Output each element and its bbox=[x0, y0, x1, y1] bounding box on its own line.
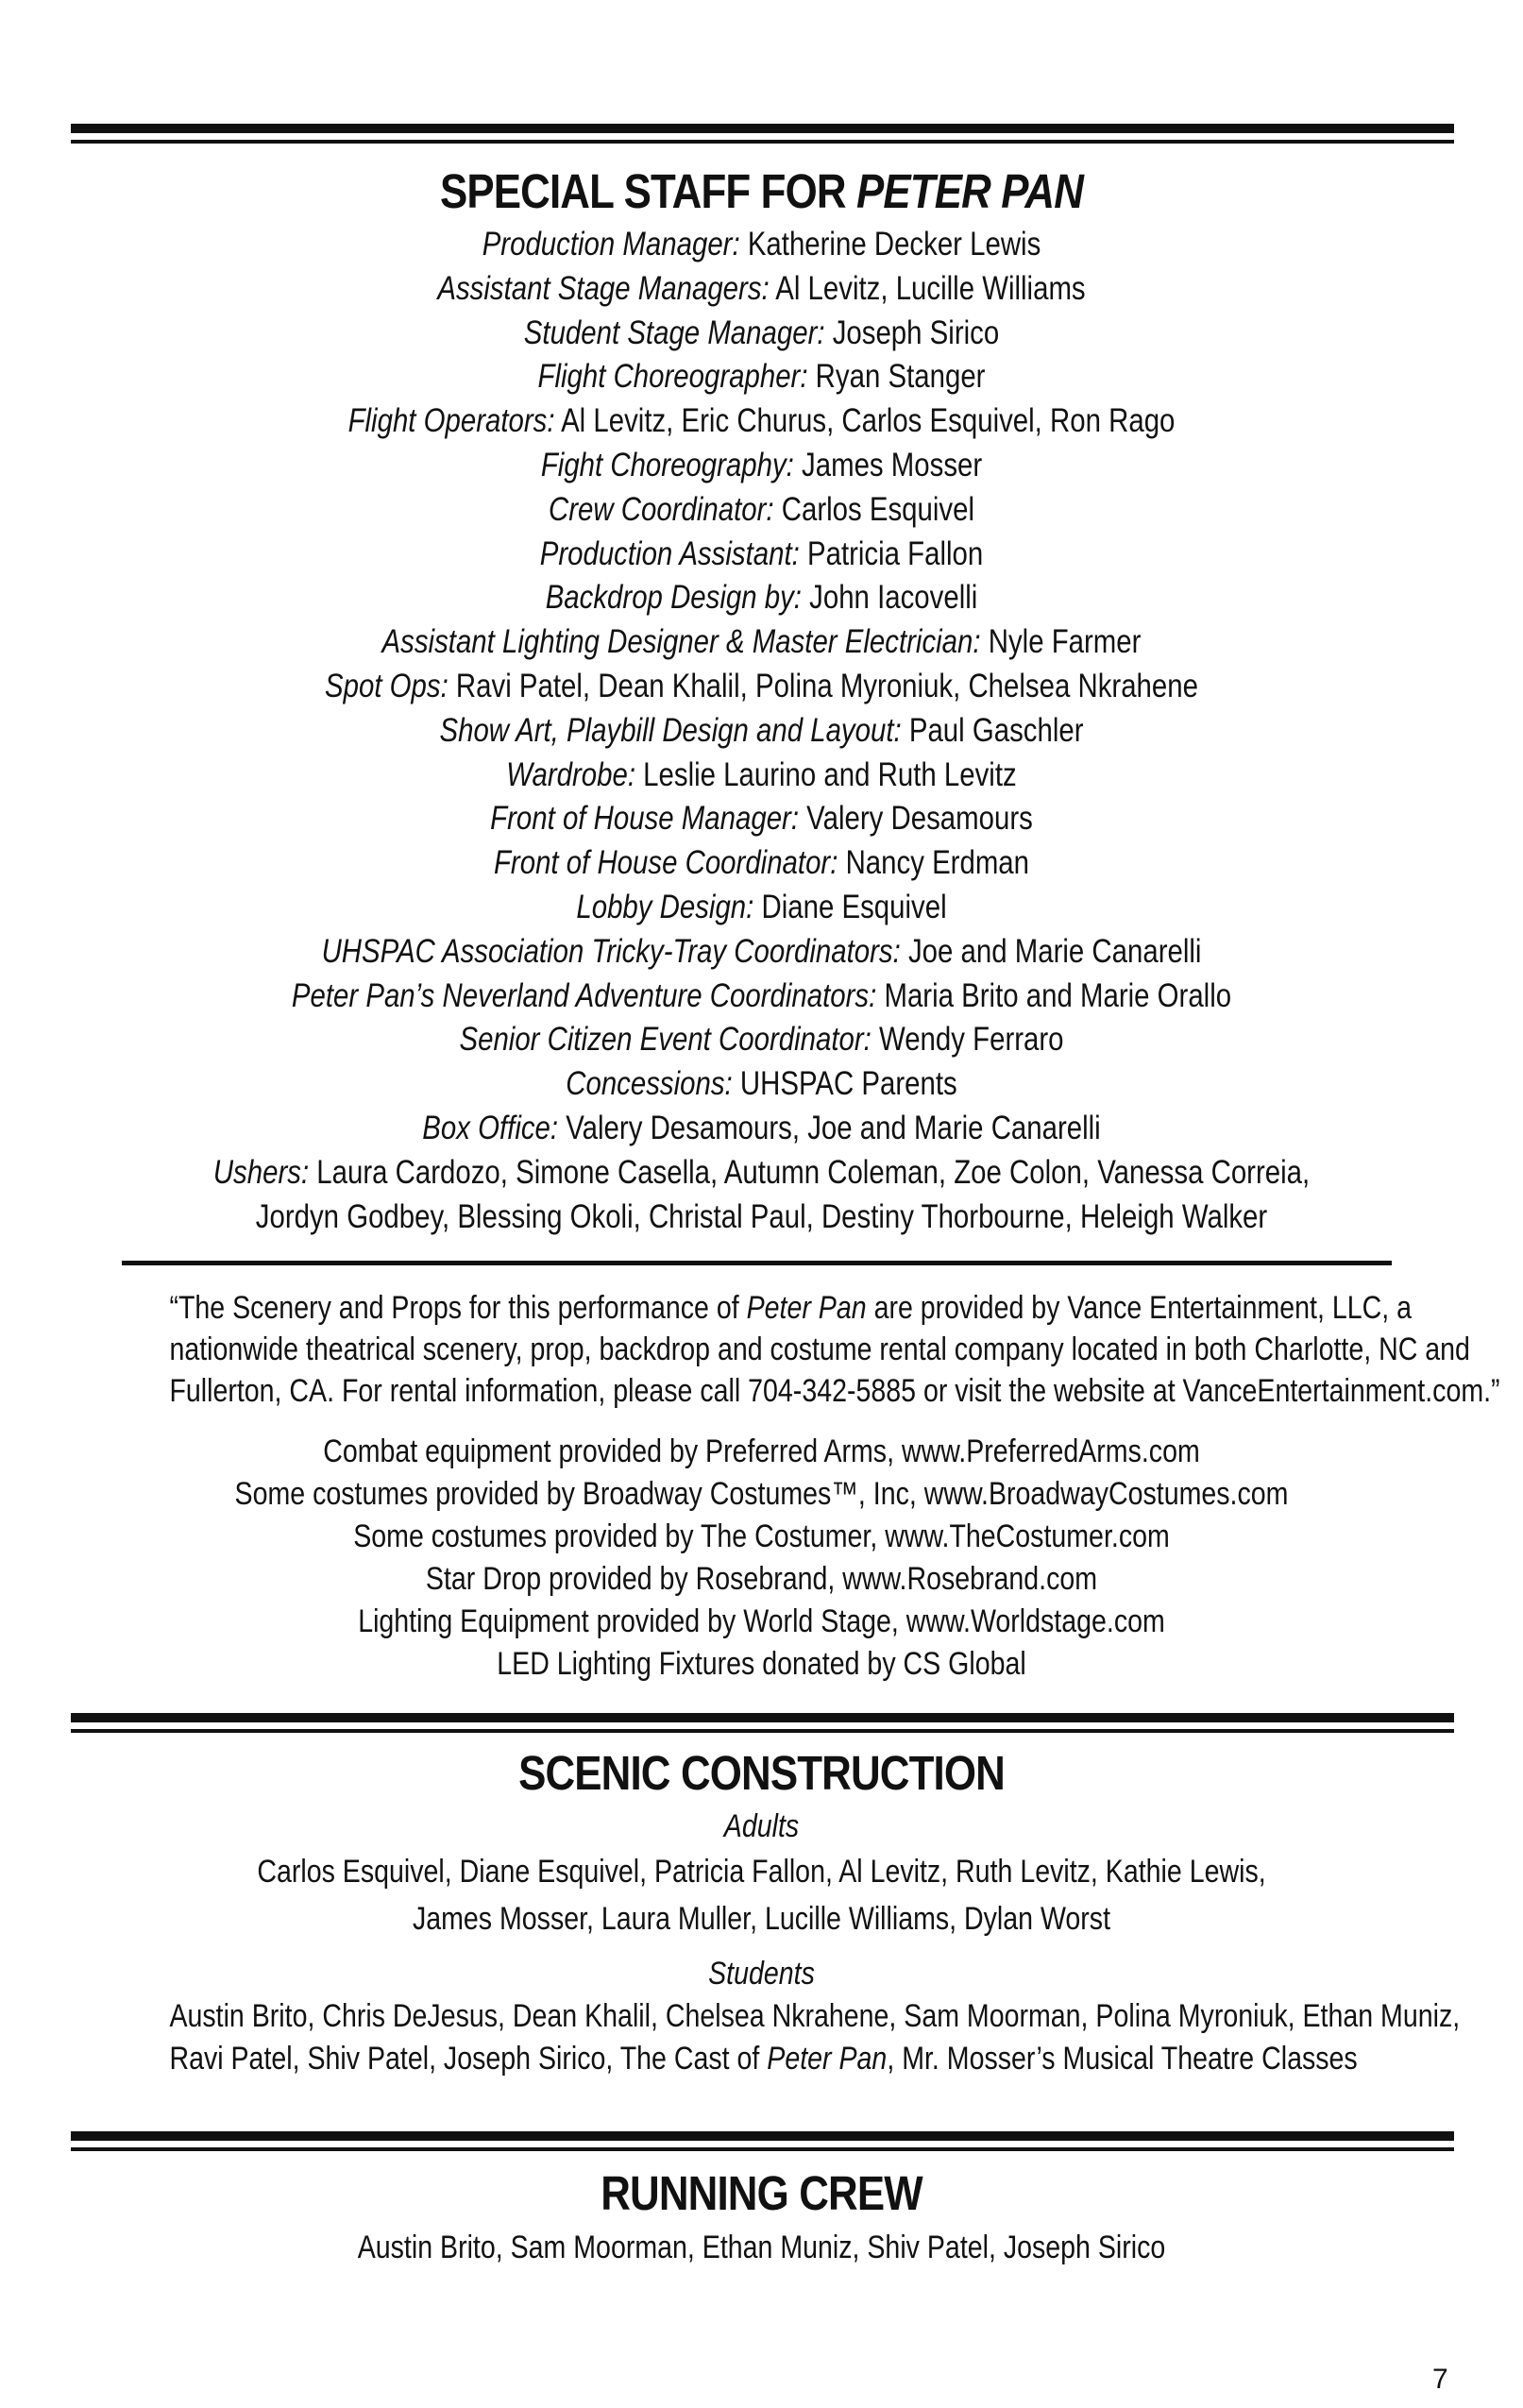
provider-line: Combat equipment provided by Preferred Arms, www.PreferredArms.com bbox=[323, 1433, 1200, 1469]
credit-role: Backdrop Design by: bbox=[545, 579, 802, 617]
notice-line-2: nationwide theatrical scenery, prop, backdrop and costume rental company located in both Charlotte, NC and bbox=[169, 1331, 1470, 1367]
credit-names: Ravi Patel, Dean Khalil, Polina Myroniuk, Chelsea Nkrahene bbox=[455, 667, 1198, 704]
credit-names: Diane Esquivel bbox=[761, 888, 947, 925]
credit-role: Wardrobe: bbox=[506, 755, 636, 793]
credit-role: Spot Ops: bbox=[325, 667, 448, 704]
credit-line bbox=[169, 1151, 1353, 1196]
credit-names: James Mosser bbox=[802, 446, 983, 483]
credit-names: Joseph Sirico bbox=[832, 314, 1000, 351]
credit-role: Fight Choreography: bbox=[540, 446, 794, 483]
credit-line bbox=[169, 267, 1353, 312]
credit-names: Wendy Ferraro bbox=[878, 1021, 1064, 1059]
credit-line bbox=[169, 886, 1353, 930]
credit-role: Assistant Lighting Designer & Master Electrician: bbox=[381, 623, 981, 661]
section-divider bbox=[122, 1261, 1392, 1265]
vance-notice bbox=[57, 1287, 1500, 1412]
credit-line bbox=[169, 1196, 1353, 1240]
running-crew-double-rule bbox=[71, 2131, 1454, 2151]
scenic-double-rule bbox=[71, 1713, 1454, 1733]
students-line-1: Austin Brito, Chris DeJesus, Dean Khalil, Chelsea Nkrahene, Sam Moorman, Polina Myroniuk, Ethan Muniz, bbox=[169, 1998, 1461, 2034]
credit-role: Front of House Manager: bbox=[490, 800, 800, 838]
credit-line bbox=[169, 444, 1353, 488]
credit-role: Assistant Stage Managers: bbox=[437, 269, 770, 307]
credit-names: Nyle Farmer bbox=[988, 623, 1142, 661]
credit-role: Student Stage Manager: bbox=[523, 314, 825, 351]
credit-line bbox=[169, 399, 1353, 444]
running-crew-section bbox=[57, 2162, 1466, 2269]
credit-line bbox=[169, 312, 1353, 356]
credit-role: Flight Choreographer: bbox=[537, 358, 808, 396]
provider-line: Lighting Equipment provided by World Stage, www.Worldstage.com bbox=[358, 1603, 1165, 1639]
adults-label: Adults bbox=[723, 1808, 800, 1844]
scenic-construction-section bbox=[57, 1742, 1466, 2080]
credit-line bbox=[169, 223, 1353, 267]
credit-names: UHSPAC Parents bbox=[739, 1065, 957, 1103]
notice-line-1: “The Scenery and Props for this performance of Peter Pan are provided by Vance Entertainment, LLC, a bbox=[169, 1290, 1412, 1326]
credit-names: Laura Cardozo, Simone Casella, Autumn Coleman, Zoe Colon, Vanessa Correia, bbox=[316, 1153, 1311, 1191]
students-line-2: Ravi Patel, Shiv Patel, Joseph Sirico, The Cast of Peter Pan, Mr. Mosser’s Musical Theatre Classes bbox=[169, 2041, 1358, 2077]
credit-line bbox=[169, 975, 1353, 1019]
credit-names: Al Levitz, Eric Churus, Carlos Esquivel, Ron Rago bbox=[561, 402, 1176, 440]
credit-line bbox=[169, 797, 1353, 841]
credit-role: Senior Citizen Event Coordinator: bbox=[459, 1021, 871, 1059]
credit-role: Crew Coordinator: bbox=[548, 490, 774, 528]
special-staff-title: SPECIAL STAFF FOR PETER PAN bbox=[439, 164, 1084, 218]
credit-role: Ushers: bbox=[212, 1153, 310, 1191]
credit-role: Concessions: bbox=[566, 1065, 733, 1103]
top-double-rule bbox=[71, 124, 1454, 144]
credit-role: UHSPAC Association Tricky-Tray Coordinators: bbox=[321, 932, 901, 970]
credit-line bbox=[169, 620, 1353, 665]
credit-line bbox=[169, 1107, 1353, 1151]
credit-names: Paul Gaschler bbox=[908, 711, 1084, 749]
credit-line bbox=[169, 1018, 1353, 1062]
credit-line bbox=[169, 709, 1353, 754]
credit-names: Maria Brito and Marie Orallo bbox=[884, 976, 1232, 1014]
credit-role: Lobby Design: bbox=[576, 888, 754, 925]
credit-role: Production Assistant: bbox=[539, 534, 800, 572]
credit-names: Joe and Marie Canarelli bbox=[907, 932, 1202, 970]
credit-line bbox=[169, 754, 1353, 798]
credit-line bbox=[169, 841, 1353, 886]
credits-list bbox=[57, 223, 1466, 1239]
provider-line: Star Drop provided by Rosebrand, www.Rosebrand.com bbox=[425, 1561, 1098, 1597]
credit-line bbox=[169, 576, 1353, 620]
running-crew-title: RUNNING CREW bbox=[601, 2166, 922, 2220]
credit-names: Nancy Erdman bbox=[845, 844, 1030, 882]
credit-line bbox=[169, 665, 1353, 709]
credit-role: Flight Operators: bbox=[347, 402, 555, 440]
credit-names: Leslie Laurino and Ruth Levitz bbox=[643, 755, 1017, 793]
credit-names: Patricia Fallon bbox=[806, 534, 984, 572]
credit-names: Valery Desamours bbox=[806, 800, 1033, 838]
credit-names: Carlos Esquivel bbox=[781, 490, 974, 528]
provider-line: Some costumes provided by The Costumer, www.TheCostumer.com bbox=[353, 1518, 1170, 1554]
credit-role: Production Manager: bbox=[482, 226, 740, 263]
adults-line-2: James Mosser, Laura Muller, Lucille Williams, Dylan Worst bbox=[412, 1901, 1111, 1937]
credit-names: John Iacovelli bbox=[809, 579, 978, 617]
credit-line bbox=[169, 488, 1353, 533]
credit-line bbox=[169, 355, 1353, 399]
notice-line-3: Fullerton, CA. For rental information, please call 704-342-5885 or visit the website at VanceEntertainment.com.” bbox=[169, 1373, 1500, 1409]
credit-role: Peter Pan’s Neverland Adventure Coordinators: bbox=[291, 976, 877, 1014]
credit-names: Katherine Decker Lewis bbox=[747, 226, 1041, 263]
adults-line-1: Carlos Esquivel, Diane Esquivel, Patricia Fallon, Al Levitz, Ruth Levitz, Kathie Lewis, bbox=[257, 1854, 1266, 1890]
credit-role: Front of House Coordinator: bbox=[493, 844, 838, 882]
students-label: Students bbox=[708, 1956, 815, 1992]
credit-line bbox=[169, 533, 1353, 577]
page-number: 7 bbox=[1432, 2364, 1448, 2395]
credit-names: Jordyn Godbey, Blessing Okoli, Christal Paul, Destiny Thorbourne, Heleigh Walker bbox=[255, 1197, 1268, 1235]
credit-role: Show Art, Playbill Design and Layout: bbox=[439, 711, 902, 749]
credit-names: Al Levitz, Lucille Williams bbox=[775, 269, 1086, 307]
credit-line bbox=[169, 930, 1353, 975]
credit-line bbox=[169, 1062, 1353, 1107]
providers-list bbox=[57, 1431, 1466, 1686]
running-crew-names: Austin Brito, Sam Moorman, Ethan Muniz, Shiv Patel, Joseph Sirico bbox=[357, 2230, 1166, 2265]
provider-line: Some costumes provided by Broadway Costumes™, Inc, www.BroadwayCostumes.com bbox=[234, 1476, 1289, 1512]
scenic-title: SCENIC CONSTRUCTION bbox=[518, 1746, 1005, 1800]
special-staff-section bbox=[57, 161, 1466, 1239]
credit-role: Box Office: bbox=[422, 1109, 559, 1146]
credit-names: Valery Desamours, Joe and Marie Canarelli bbox=[566, 1109, 1101, 1146]
credit-names: Ryan Stanger bbox=[815, 358, 986, 396]
provider-line: LED Lighting Fixtures donated by CS Global bbox=[497, 1646, 1026, 1682]
